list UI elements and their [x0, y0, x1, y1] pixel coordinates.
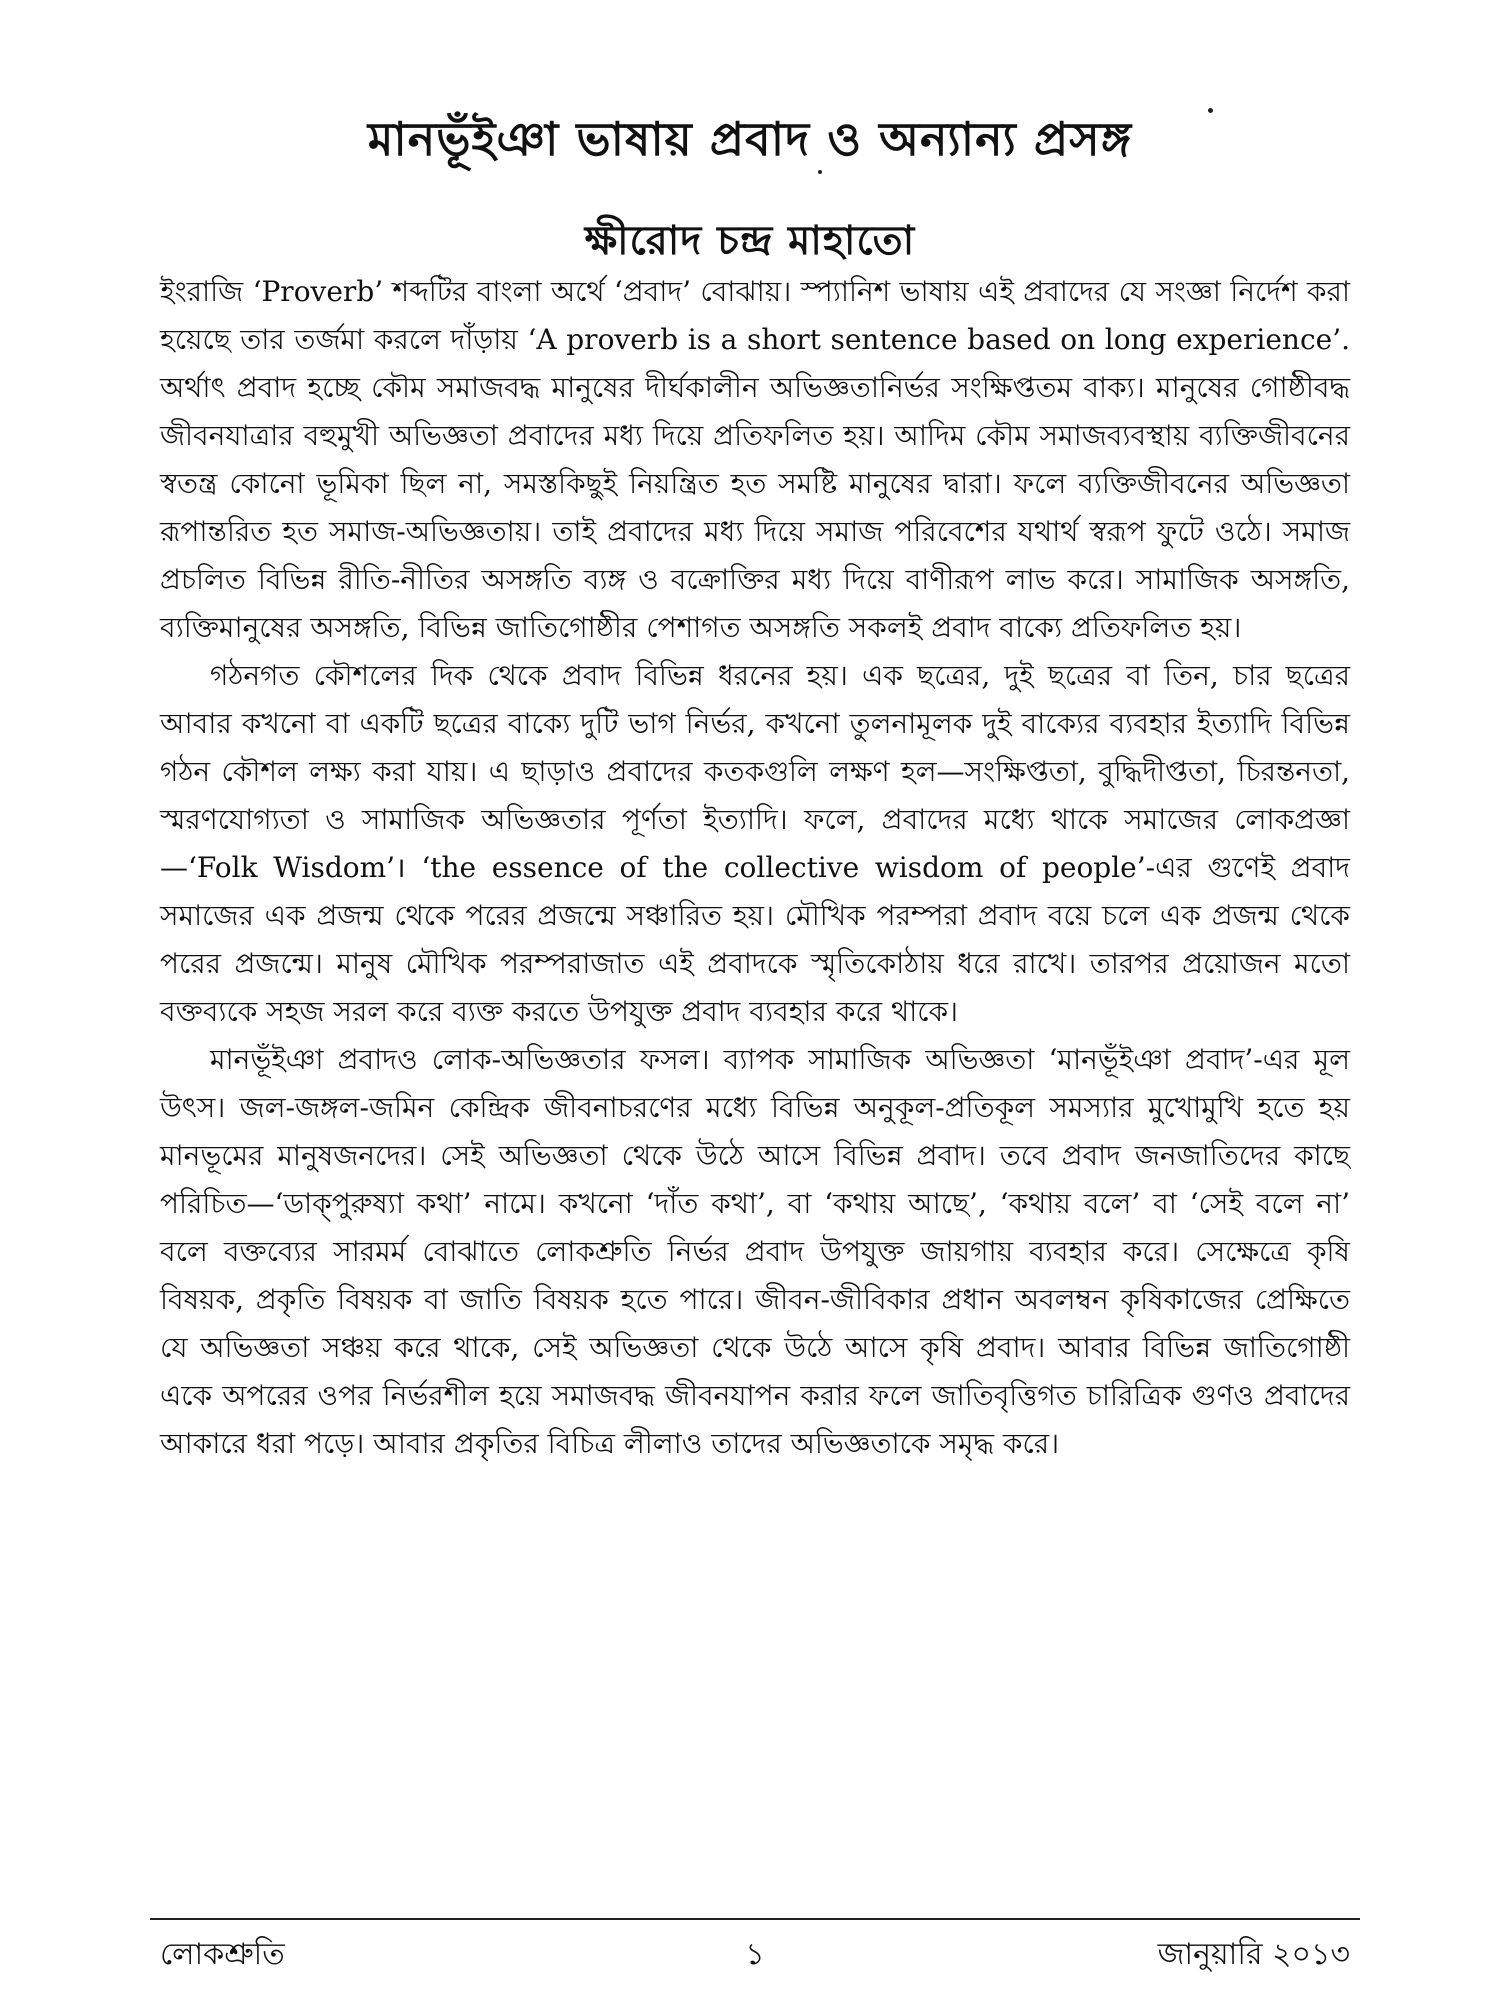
paragraph: মানভূঁইঞা প্রবাদও লোক-অভিজ্ঞতার ফসল। ব্যাপক সামাজিক অভিজ্ঞতা ‘মানভূঁইঞা প্রবাদ’-এর মূল উৎস। জল-জঙ্গল-জমিন কেন্দ্রিক জীবনাচরণের মধ্যে বিভিন্ন অনুকূল-প্রতিকূল সমস্যার মুখোমুখি হতে হয় মানভূমের মানুষজনদের। সেই অভিজ্ঞতা থেকে উঠে আসে বিভিন্ন প্রবাদ। তবে প্রবাদ জনজাতিদের কাছে পরিচিত—‘ডাক্‌পুরুষ্যা কথা’ নামে। কখনো ‘দাঁত কথা’, বা ‘কথায় আছে’, ‘কথায় বলে’ বা ‘সেই বলে না’ বলে বক্তব্যের সারমর্ম বোঝাতে লোকশ্রুতি নির্ভর প্রবাদ উপযুক্ত জায়গায় ব্যবহার করে। সেক্ষেত্রে কৃষি বিষয়ক, প্রকৃতি বিষয়ক বা জাতি বিষয়ক হতে পারে। জীবন-জীবিকার প্রধান অবলম্বন কৃষিকাজের প্রেক্ষিতে যে অভিজ্ঞতা সঞ্চয় করে থাকে, সেই অভিজ্ঞতা থেকে উঠে আসে কৃষি প্রবাদ। আবার বিভিন্ন জাতিগোষ্ঠী একে অপরের ওপর নির্ভরশীল হয়ে সমাজবদ্ধ জীবনযাপন করার ফলে জাতিবৃত্তিগত চারিত্রিক গুণও প্রবাদের আকারে ধরা পড়ে। আবার প্রকৃতির বিচিত্র লীলাও তাদের অভিজ্ঞতাকে সমৃদ্ধ করে।	[160, 1043, 1350, 1460]
article-body	[160, 268, 1350, 1468]
footer-divider	[150, 1918, 1360, 1920]
article-title: মানভূঁইঞা ভাষায় প্রবাদ ও অন্যান্য প্রসঙ্গ	[367, 111, 1133, 166]
publication-name: লোকশ্রুতি	[160, 1937, 285, 1972]
article-author: ক্ষীরোদ চন্দ্র মাহাতো	[584, 218, 916, 265]
stray-mark	[1208, 108, 1213, 113]
page-number: ১	[745, 1937, 765, 1972]
stray-mark	[818, 170, 822, 174]
page-footer	[160, 1935, 1350, 1975]
paragraph: ইংরাজি ‘Proverb’ শব্দটির বাংলা অর্থে ‘প্রবাদ’ বোঝায়। স্প্যানিশ ভাষায় এই প্রবাদের যে সংজ্ঞা নির্দেশ করা হয়েছে তার তর্জমা করলে দাঁড়ায় ‘A proverb is a short sentence based on long experience’. অর্থাৎ প্রবাদ হচ্ছে কৌম সমাজবদ্ধ মানুষের দীর্ঘকালীন অভিজ্ঞতানির্ভর সংক্ষিপ্ততম বাক্য। মানুষের গোষ্ঠীবদ্ধ জীবনযাত্রার বহুমুখী অভিজ্ঞতা প্রবাদের মধ্য দিয়ে প্রতিফলিত হয়। আদিম কৌম সমাজব্যবস্থায় ব্যক্তিজীবনের স্বতন্ত্র কোনো ভূমিকা ছিল না, সমস্তকিছুই নিয়ন্ত্রিত হত সমষ্টি মানুষের দ্বারা। ফলে ব্যক্তিজীবনের অভিজ্ঞতা রূপান্তরিত হত সমাজ-অভিজ্ঞতায়। তাই প্রবাদের মধ্য দিয়ে সমাজ পরিবেশের যথার্থ স্বরূপ ফুটে ওঠে। সমাজ প্রচলিত বিভিন্ন রীতি-নীতির অসঙ্গতি ব্যঙ্গ ও বক্রোক্তির মধ্য দিয়ে বাণীরূপ লাভ করে। সামাজিক অসঙ্গতি, ব্যক্তিমানুষের অসঙ্গতি, বিভিন্ন জাতিগোষ্ঠীর পেশাগত অসঙ্গতি সকলই প্রবাদ বাক্যে প্রতিফলিত হয়।	[160, 275, 1350, 644]
issue-date: জানুয়ারি ২০১৩	[1157, 1937, 1350, 1972]
paragraph: গঠনগত কৌশলের দিক থেকে প্রবাদ বিভিন্ন ধরনের হয়। এক ছত্রের, দুই ছত্রের বা তিন, চার ছত্রের আবার কখনো বা একটি ছত্রের বাক্যে দুটি ভাগ নির্ভর, কখনো তুলনামূলক দুই বাক্যের ব্যবহার ইত্যাদি বিভিন্ন গঠন কৌশল লক্ষ্য করা যায়। এ ছাড়াও প্রবাদের কতকগুলি লক্ষণ হল—সংক্ষিপ্ততা, বুদ্ধিদীপ্ততা, চিরন্তনতা, স্মরণযোগ্যতা ও সামাজিক অভিজ্ঞতার পূর্ণতা ইত্যাদি। ফলে, প্রবাদের মধ্যে থাকে সমাজের লোকপ্রজ্ঞা—‘Folk Wisdom’। ‘the essence of the collective wisdom of people’-এর গুণেই প্রবাদ সমাজের এক প্রজন্ম থেকে পরের প্রজন্মে সঞ্চারিত হয়। মৌখিক পরম্পরা প্রবাদ বয়ে চলে এক প্রজন্ম থেকে পরের প্রজন্মে। মানুষ মৌখিক পরম্পরাজাত এই প্রবাদকে স্মৃতিকোঠায় ধরে রাখে। তারপর প্রয়োজন মতো বক্তব্যকে সহজ সরল করে ব্যক্ত করতে উপযুক্ত প্রবাদ ব্যবহার করে থাকে।	[160, 659, 1350, 1028]
